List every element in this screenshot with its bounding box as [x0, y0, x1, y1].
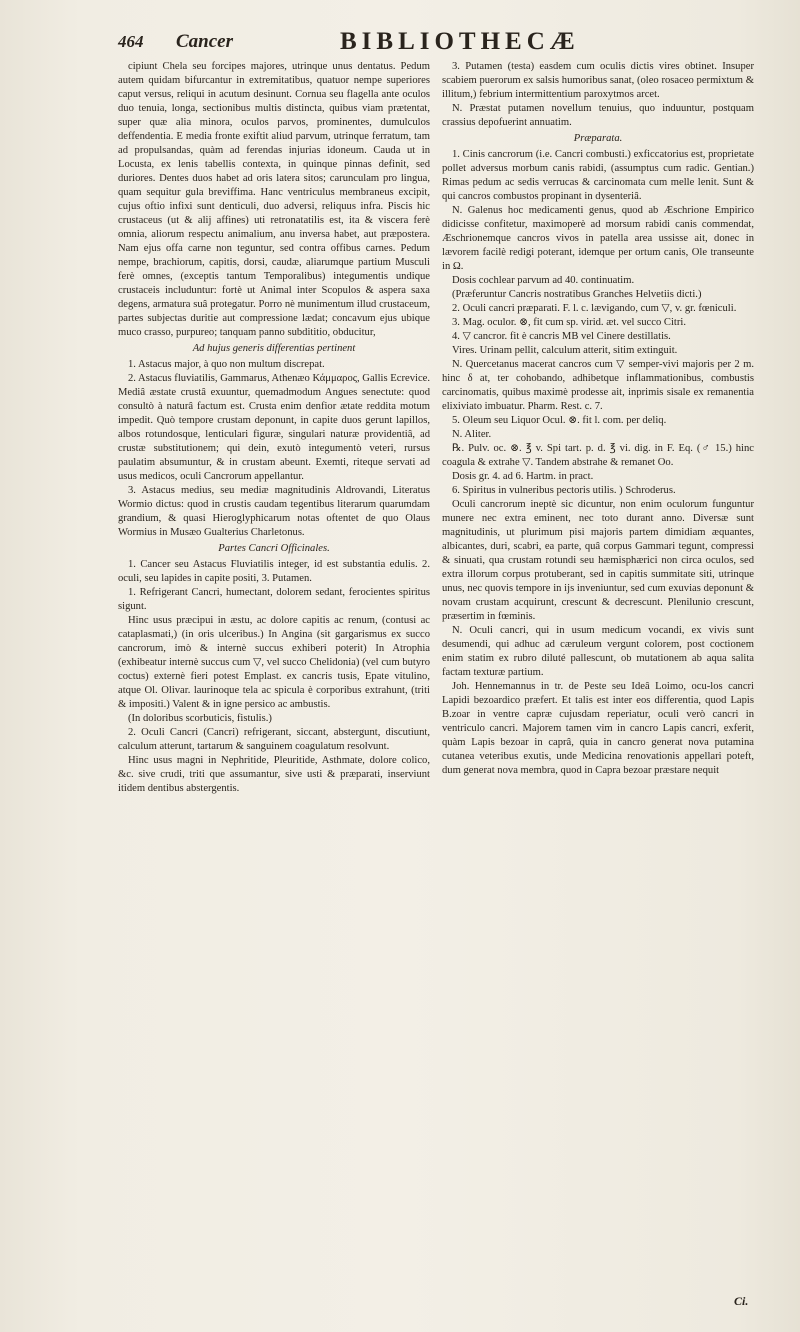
paragraph: N. Aliter.: [452, 429, 492, 440]
paragraph: 2. Oculi Cancri (Cancri) refrigerant, siccant, abstergunt, discutiunt, calculum atterunt, tartarum & sanguinem coagulatum resolvunt.: [118, 727, 430, 752]
paragraph: 6. Spiritus in vulneribus pectoris utilis. ) Schroderus.: [452, 485, 676, 496]
running-head: Cancer: [176, 31, 233, 52]
section-heading: Ad hujus generis differentias pertinent: [192, 343, 356, 354]
paragraph: 5. Oleum seu Liquor Ocul. ⊗. fit l. com. per deliq.: [452, 415, 667, 426]
right-text-column: [442, 60, 754, 1300]
paragraph: 4. ▽ cancror. fit è cancris MB vel Cinere destillatis.: [452, 331, 671, 342]
paragraph: 3. Putamen (testa) easdem cum oculis dictis vires obtinet. Insuper scabiem puerorum ex salsis humoribus sanat, (oleo rosaceo permixtum & illitum,) febrium intermittentium paroxytmos arcet.: [442, 61, 754, 100]
paragraph: 2. Oculi cancri præparati. F. l. c. lævigando, cum ▽, v. gr. fœniculi.: [452, 303, 737, 314]
paragraph: 3. Astacus medius, seu mediæ magnitudinis Aldrovandi, Literatus Wormio dictus: quod in crustis caudam tegentibus literarum quarumdam grandium, & quasi Hieroglyphicarum notas oftentet de quo Olaus Wormius in Musæo Gualterius Charletonus.: [118, 485, 430, 538]
paragraph: ℞. Pulv. oc. ⊗. ℥ v. Spi tart. p. d. ℥ vi. dig. in F. Eq. (♂ 15.) hinc coagula & extrahe ▽. Tandem abstrahe & remanet Oo.: [442, 443, 754, 468]
paragraph: N. Oculi cancri, qui in usum medicum vocandi, ex vivis sunt desumendi, qui adhuc ad cæruleum vergunt colorem, post coctionem enim statim ex rubro diluté pallescunt, ob mutationem ab aqua salita factam texturæ partium.: [442, 625, 754, 678]
paragraph: N. Præstat putamen novellum tenuius, quo induuntur, postquam crassius depofuerint annuatim.: [442, 103, 754, 128]
paragraph: 1. Cinis cancrorum (i.e. Cancri combusti.) exficcatorius est, proprietate pollet adversus morbum canis rabidi, (assumptus cum radic. Gentian.) Rimas pedum ac sedis verrucas & carcinomata cum melle lenit. Sunt & qui cancros combustos propinant in dysenteriâ.: [442, 149, 754, 202]
paragraph: Oculi cancrorum ineptè sic dicuntur, non enim oculorum funguntur munere nec extra eminent, nec toto durant anno. Diversæ sunt magnitudinis, ut plurimum pisi majoris partem dimidiam æquantes, albicantes, duri, scabri, ea parte, quâ corpus Gammari tegunt, compressi & sinuati, qua crustam rotundi seu hæmisphærici non circa oculos, sed extra illorum corpus protuberant, sed in capitis summitate siti, utrinque unus, nec quovis tempore in ijs inveniuntur, sed cum exuvias deponunt & novam crustam acquirunt, crescunt & decrescunt. Plenilunio crescunt, præsertim in fœminis.: [442, 499, 754, 622]
paragraph: 1. Astacus major, à quo non multum discrepat.: [128, 359, 325, 370]
paragraph: Joh. Hennemannus in tr. de Peste seu Ideâ Loimo, ocu-los cancri Lapidi bezoardico præfert. Et talis est inter eos differentia, quod Lapis B.zoar in ventre capræ cujusdam reperiatur, oculi verò cancri in ventriculo cancri. Majorem tamen vim in cancro Lapis cancri, exferit, quàm Lapis bezoar in caprâ, quia in cancro generat nova putamina cutanea veteribus exutis, unde Medicina renovationis appellari poteft, dum generat nova membra, quod in Capra bezoar præstare nequit: [442, 681, 754, 776]
paragraph: Vires. Urinam pellit, calculum atterit, sitim extinguit.: [452, 345, 678, 356]
paragraph: N. Quercetanus macerat cancros cum ▽ semper-vivi majoris per 2 m. hinc δ at, ter cohobando, adhibetque inflammationibus, combustis carcinomatis, quibus maximè prodesse ait, inprimis sisale ex remanentia elixiviato imbuatur. Pharm. Rest. c. 7.: [442, 359, 754, 412]
paragraph: Dosis gr. 4. ad 6. Hartm. in pract.: [452, 471, 594, 482]
left-text-column: [118, 60, 430, 1300]
paragraph: Hinc usus præcipui in æstu, ac dolore capitis ac renum, (contusi ac cataplasmati,) (in oris ulceribus.) In Angina (sit gargarismus ex succo cancrorum, imò & internè succus exhiberi poterit) In Atrophia (exhibeatur internè succus cum ▽, vel succo Chelidonia) (vel cum butyro coctus) externè fieri potest Emplast. ex cancris tusis, Epate vitulino, atque Ol. Olivar. laurinoque tela ac spicula è corporibus extrahunt, (triti & impositi.) Valent & in igne persico ac ambustis.: [118, 615, 430, 710]
paragraph: 3. Mag. oculor. ⊗, fit cum sp. virid. æt. vel succo Citri.: [452, 317, 686, 328]
page-header: [118, 28, 750, 58]
paragraph: Dosis cochlear parvum ad 40. continuatim.: [452, 275, 635, 286]
section-heading: Partes Cancri Officinales.: [218, 543, 330, 554]
paragraph: (Præferuntur Cancris nostratibus Granches Helvetiis dicti.): [452, 289, 702, 300]
paragraph: Hinc usus magni in Nephritide, Pleuritide, Asthmate, dolore colico, &c. sive crudi, triti que assumantur, sive usti & præparati, inserviunt itidem dentibus abstergentis.: [118, 755, 430, 794]
paragraph: cipiunt Chela seu forcipes majores, utrinque unus dentatus. Pedum autem quidam bifurcantur in extremitatibus, quatuor nempe superiores caput versus, reliqui in acutum desinunt. Cornua seu flagella ante oculos duo tenuia, longa, sectionibus multis distincta, quibus viam prætentat, super quæ alia minora, oculos parvos, prominentes, dumulculos deffendentia. E media fronte exiftit aliud parvum, utrinque ferratum, tam ad propulsandas, quàm ad ferendas injurias idoneum. Cauda ut in Locusta, ex lenis tabellis contexta, in quinque pinnas definit, sed duriores. Dentes duos habet ad oris latera sitos; carunculam pro lingua, quam sequitur gula breviffima. Hanc ventriculus membraneus excipit, cujus oftio infixi sunt denticuli, duo adversi, reliquus infra. Piscis hic crustaceus (ut & alij affines) uti retronatatilis est, ita & viscera ferè omnia, aliorum respectu animalium, anu inversa habet, aut præpostera. Nam ejus offa carne non teguntur, sed contra offibus carnes. Pedum nempe, brachiorum, capitis, dorsi, caudæ, aliarumque partium Musculi ferè omnes, (exceptis tantum Temporalibus) integumentis undique crustaceis includuntur: fortè ut Animal inter Scopulos & aspera saxa degens, armatura suâ protegatur. Porro nè munimentum illud crustaceum, partes subjectas duritie aut compressione lædat; concavum ejus ubique muco crasso, purpureo; tanquam panno subdititio, obducitur,: [118, 61, 430, 338]
page-number: 464: [118, 32, 144, 51]
paragraph: (In doloribus scorbuticis, fistulis.): [128, 713, 272, 724]
running-title: BIBLIOTHECÆ: [340, 28, 580, 55]
catchword: Ci.: [734, 1294, 749, 1308]
paragraph: 2. Astacus fluviatilis, Gammarus, Athenæo Κάμμαρος, Gallis Ecrevice. Mediâ æstate crustâ exuuntur, quemadmodum Angues senectute: quod consultò à naturâ factum est. Crusta enim denfior ætate reddita motum impedit. Quò tempore crustam deponunt, in capite duos gerunt lapillos, albos rotundosque, lenticulari figuræ, singulari naturæ providentiâ, ad crustæ substitutionem; qui dein, exutò integumentò veteri, rursus paulatim absumuntur, & in crustam abeunt. Exemti, riteque servati ad usus medicos, oculi Cancrorum appellantur.: [118, 373, 430, 482]
paragraph: 1. Refrigerant Cancri, humectant, dolorem sedant, ferocientes spiritus sigunt.: [118, 587, 430, 612]
paragraph: 1. Cancer seu Astacus Fluviatilis integer, id est substantia edulis. 2. oculi, seu lapides in capite positi, 3. Putamen.: [118, 559, 430, 584]
section-heading: Præparata.: [573, 133, 623, 144]
paragraph: N. Galenus hoc medicamenti genus, quod ab Æschrione Empirico didicisse confitetur, maximoperè ad morsum rabidi canis commendat, Æschrionemque cancros vivos in patella area ussisse ait, donec in lævorem facilè redigi poterant, idemque per ortum canis, Ole transeunte in Ω.: [442, 205, 754, 272]
